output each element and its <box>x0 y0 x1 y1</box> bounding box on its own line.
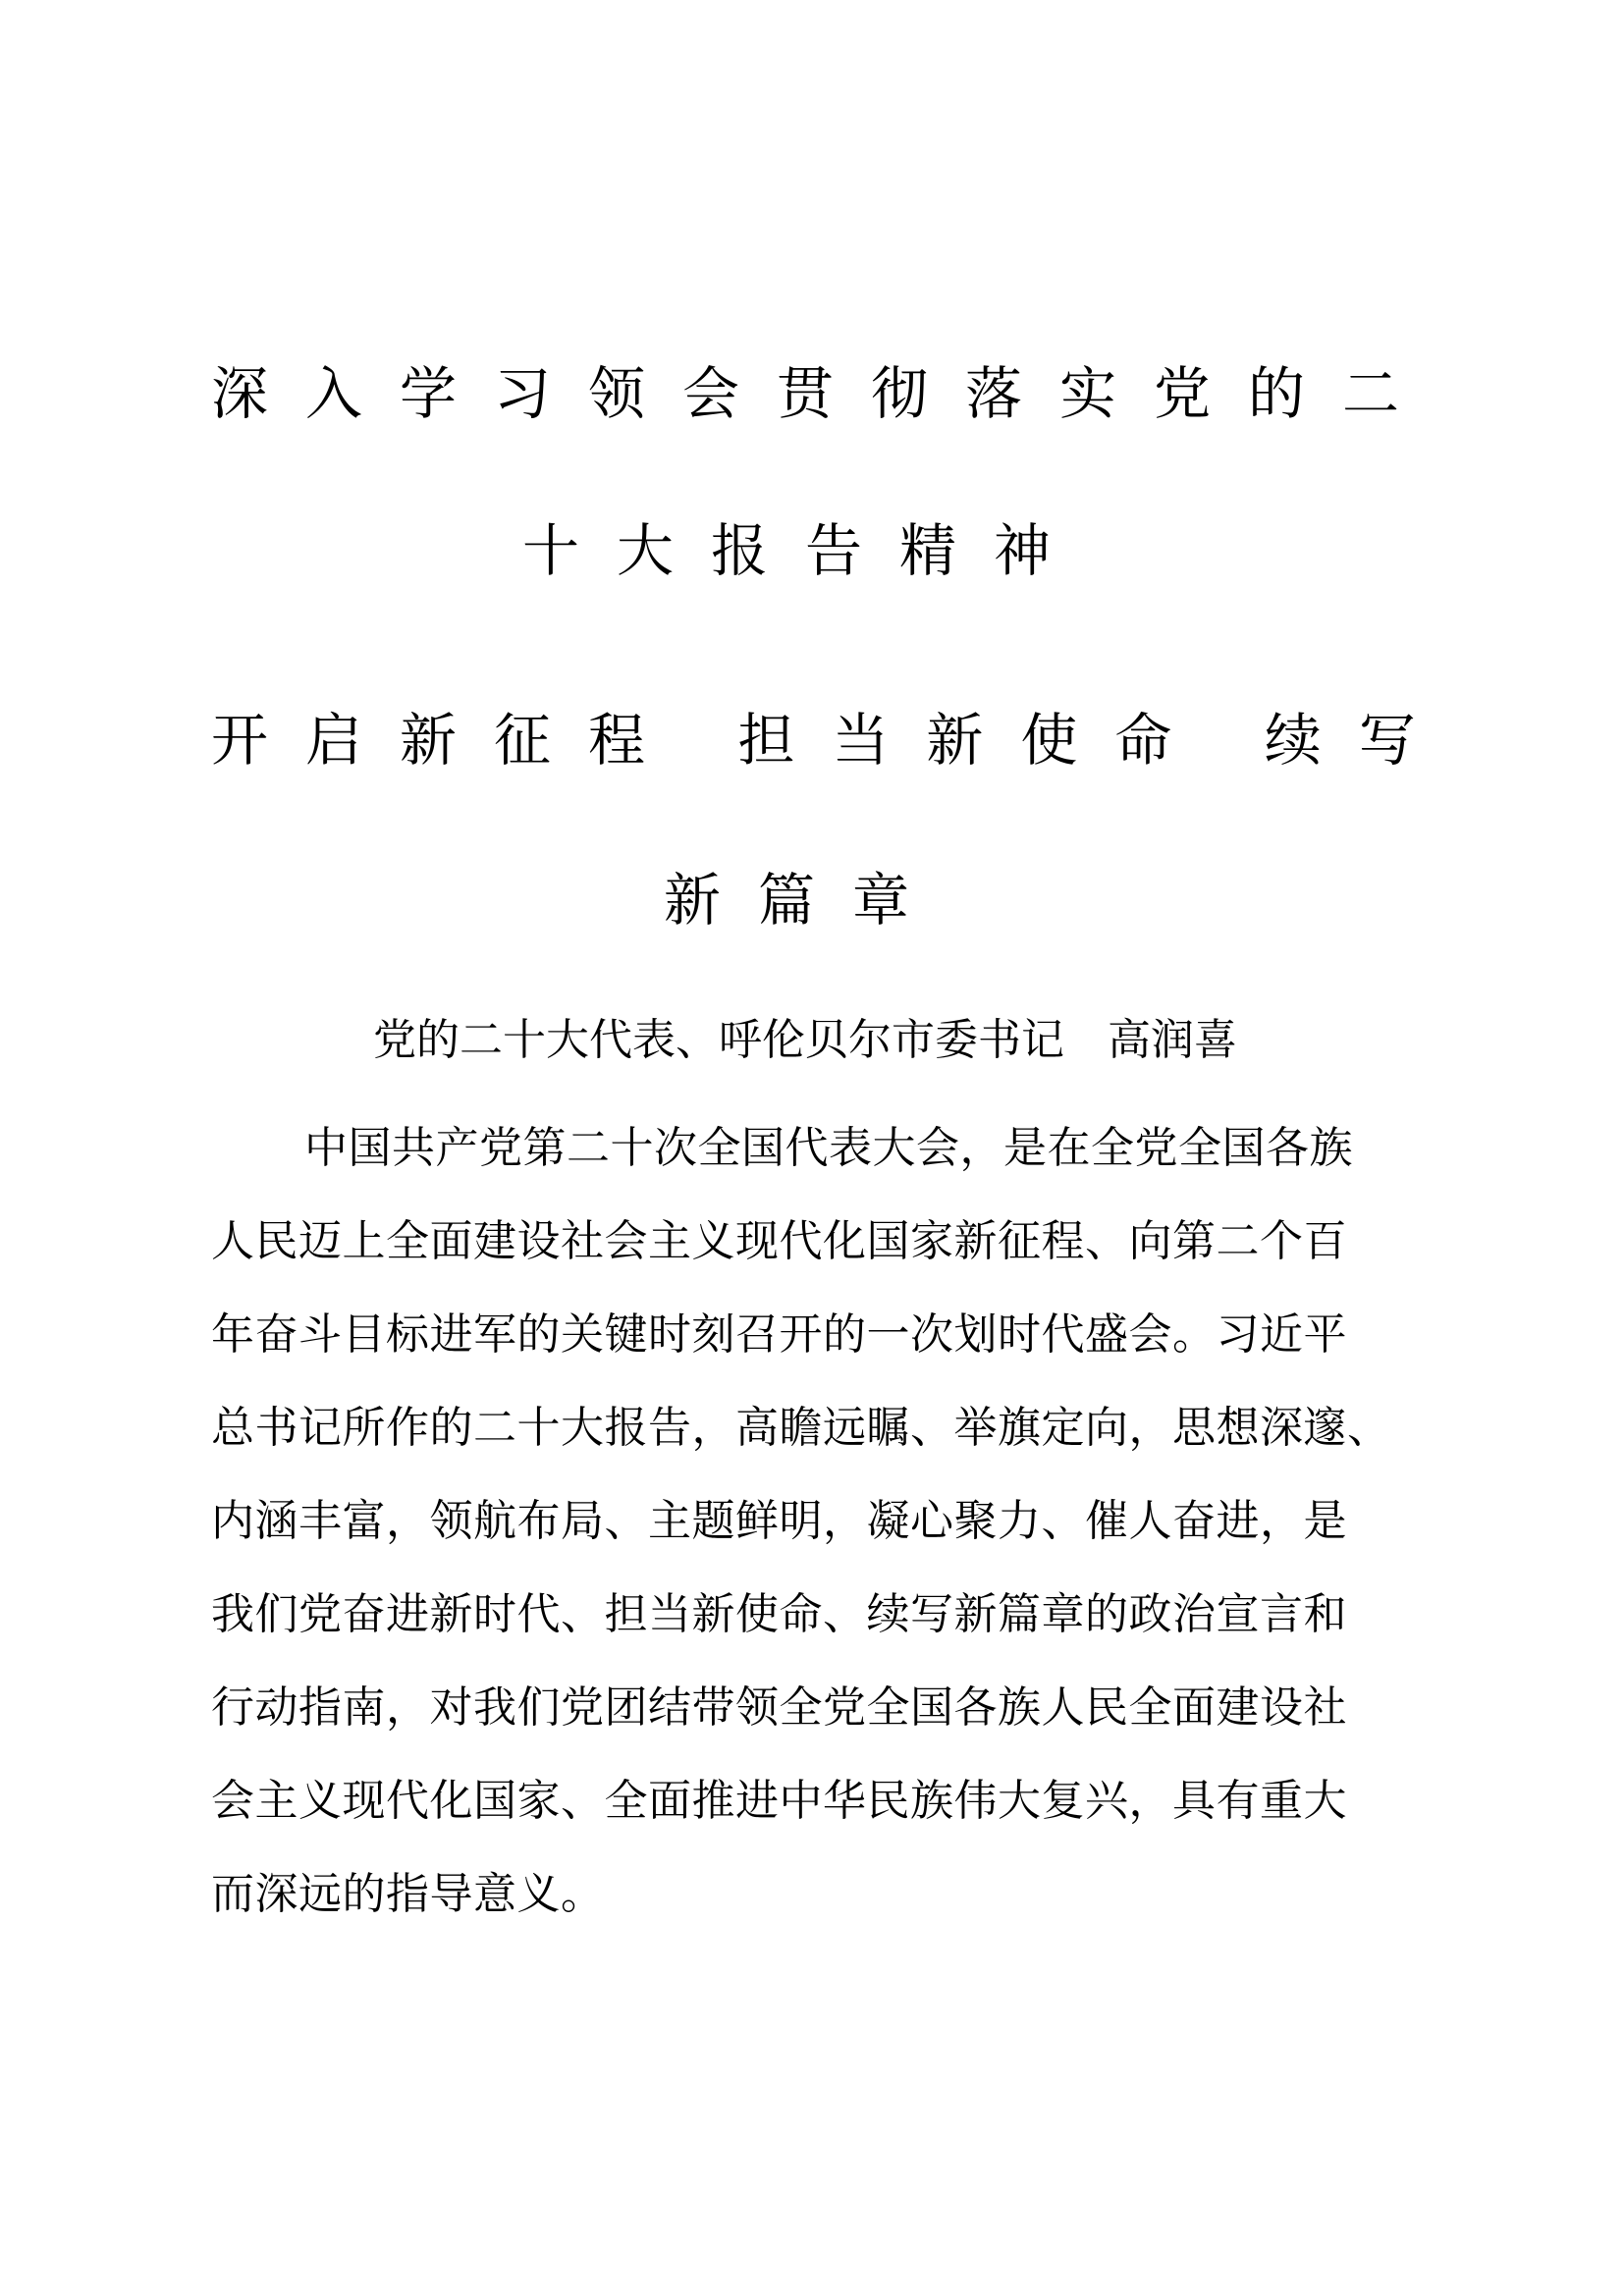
body-paragraph <box>211 1123 1434 1966</box>
body-line: 中国共产党第二十次全国代表大会，是在全党全国各族 <box>304 1123 1353 1173</box>
body-line: 总书记所作的二十大报告，高瞻远瞩、举旗定向，思想深邃、 <box>211 1403 1391 1453</box>
author-byline: 党的二十大代表、呼伦贝尔市委书记 高润喜 <box>373 1015 1237 1065</box>
body-line: 行动指南，对我们党团结带领全党全国各族人民全面建设社 <box>211 1682 1347 1733</box>
title-line-2: 十大报告精神 <box>521 517 1088 584</box>
body-line: 人民迈上全面建设社会主义现代化国家新征程、向第二个百 <box>211 1216 1347 1266</box>
body-line: 年奋斗目标进军的关键时刻召开的一次划时代盛会。习近平 <box>211 1309 1347 1360</box>
title-line-1: 深入学习领会贯彻落实党的二 <box>211 360 1437 427</box>
title-line-4: 新篇章 <box>663 867 947 934</box>
title-line-3: 开启新征程 担当新使命 续写 <box>211 707 1453 774</box>
body-line: 会主义现代化国家、全面推进中华民族伟大复兴，具有重大 <box>211 1776 1347 1826</box>
body-line: 而深远的指导意义。 <box>211 1869 605 1919</box>
body-line: 内涵丰富，领航布局、主题鲜明，凝心聚力、催人奋进，是 <box>211 1496 1347 1546</box>
body-line: 我们党奋进新时代、担当新使命、续写新篇章的政治宣言和 <box>211 1589 1347 1639</box>
